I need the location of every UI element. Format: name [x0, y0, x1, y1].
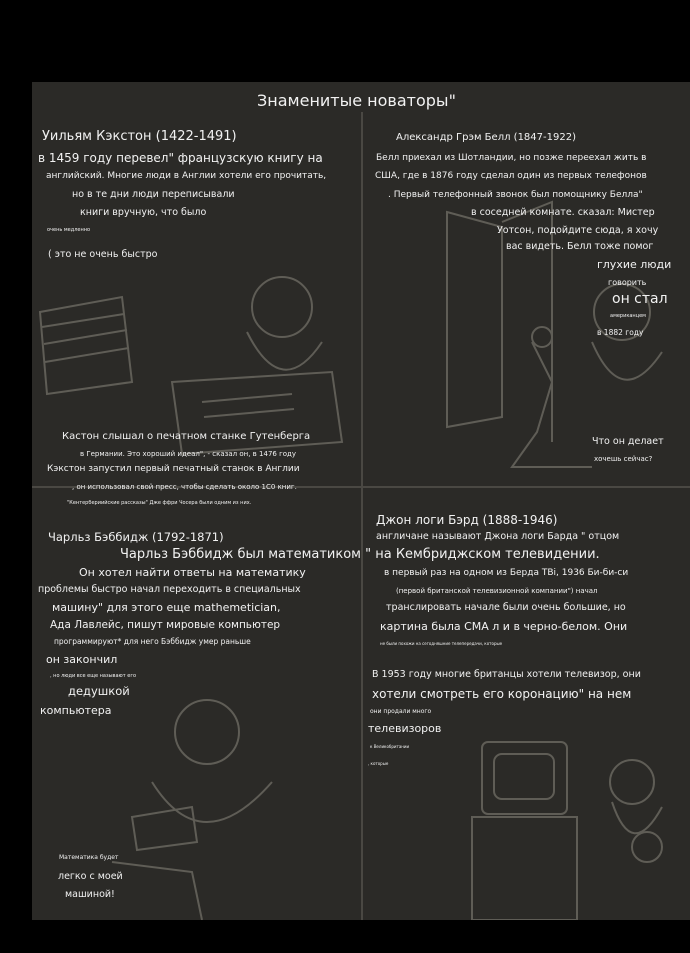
- bell-line: Белл приехал из Шотландии, но позже переехал жить в: [376, 153, 647, 163]
- caxton-line: книги вручную, что было: [80, 207, 207, 218]
- babbage-line: компьютера: [40, 704, 112, 717]
- bell-line: в соседней комнате. сказал: Мистер: [471, 207, 655, 218]
- bell-speech-bubble-text: хочешь сейчас?: [594, 455, 653, 463]
- page-title: Знаменитые новаторы": [257, 91, 456, 110]
- bell-line: Уотсон, подойдите сюда, я хочу: [497, 225, 659, 236]
- paper-stack-drawing: [40, 297, 132, 394]
- bell-line: говорить: [608, 278, 647, 287]
- baird-line: не были похожи на сегодняшние телепередачи, которые: [380, 641, 503, 646]
- bell-heading: Александр Грэм Белл (1847-1922): [396, 132, 576, 143]
- caxton-lower-line: "Кентербериийские рассказы" Дже ффри Чосера были одним из них.: [67, 500, 252, 506]
- caxton-lower-line: , он использовал свой пресс, чтобы сделать около 1С0 книг.: [72, 483, 297, 491]
- baird-heading: Джон логи Бэрд (1888-1946): [376, 513, 558, 527]
- bell-speech-bubble-text: Что он делает: [592, 436, 664, 447]
- caxton-line: в 1459 году перевел" французскую книгу на: [38, 151, 323, 165]
- babbage-line: программируют* для него Бэббидж умер раньше: [54, 637, 251, 646]
- babbage-line: Ада Лавлейс, пишут мировые компьютер: [50, 619, 281, 631]
- babbage-line: проблемы быстро начал переходить в специальных: [38, 584, 301, 595]
- bell-line: американцем: [610, 313, 646, 319]
- babbage-speech-bubble-text: Математика будет: [59, 854, 119, 861]
- caxton-lower-line: Кэкстон запустил первый печатный станок в Англии: [47, 464, 300, 474]
- caxton-lower-line: в Германии. Это хороший идеал", - сказал он, в 1476 году: [80, 450, 297, 458]
- comic-page: [32, 82, 690, 920]
- caxton-lower-line: Кастон слышал о печатном станке Гутенберга: [62, 431, 311, 442]
- caxton-line: ( это не очень быстро: [48, 249, 158, 260]
- baird-line: к Великобритании: [370, 744, 410, 749]
- babbage-line: машину" для этого еще mathemetician,: [52, 601, 281, 614]
- babbage-line: дедушкой: [68, 684, 130, 698]
- babbage-line: , но люди все еще называют его: [50, 673, 137, 679]
- bell-line: США, где в 1876 году сделал один из первых телефонов: [375, 171, 647, 181]
- family-drawing: [610, 760, 662, 862]
- babbage-speech-bubble-text: легко с моей: [58, 871, 123, 882]
- bell-line: он стал: [612, 291, 668, 307]
- caxton-line: английский. Многие люди в Англии хотели его прочитать,: [46, 171, 327, 181]
- baird-line: картина была СМА л и в черно-белом. Они: [380, 620, 628, 633]
- bell-line: в 1882 году: [597, 328, 644, 337]
- baird-line: транслировать начале были очень большие, но: [386, 602, 626, 613]
- babbage-line: Он хотел найти ответы на математику: [79, 566, 306, 579]
- television-drawing: [472, 742, 577, 920]
- baird-line: (первой британской телевизионной компании") начал: [396, 587, 598, 595]
- babbage-line: он закончил: [46, 653, 118, 666]
- bell-line: глухие люди: [597, 258, 672, 271]
- caxton-line: но в те дни люди переписывали: [72, 189, 235, 200]
- bell-line: . Первый телефонный звонок был помощнику Белла": [388, 190, 643, 200]
- baird-line: они продали много: [370, 708, 432, 715]
- baird-line: , которые: [368, 761, 389, 766]
- baird-line: В 1953 году многие британцы хотели телевизор, они: [372, 669, 641, 680]
- door-drawing: [447, 202, 552, 442]
- caxton-line: очень медленно: [47, 227, 91, 233]
- babbage-speech-bubble-text: машиной!: [65, 889, 115, 900]
- babbage-heading: Чарльз Бэббидж (1792-1871): [48, 530, 224, 544]
- caxton-drawing: [172, 277, 342, 454]
- babbage-drawing: [112, 700, 272, 920]
- baird-line: телевизоров: [368, 722, 442, 735]
- baird-line: в первый раз на одном из Берда ТВі, 1936 Би-би-си: [384, 568, 629, 578]
- babbage-banner: Чарльз Бэббидж был математиком " на Кембриджском телевидении.: [120, 547, 600, 562]
- bell-line: вас видеть. Белл тоже помог: [506, 241, 654, 252]
- caxton-heading: Уильям Кэкстон (1422-1491): [42, 129, 237, 144]
- baird-line: хотели смотреть его коронацию" на нем: [372, 687, 632, 701]
- baird-line: англичане называют Джона логи Барда " отцом: [376, 531, 620, 542]
